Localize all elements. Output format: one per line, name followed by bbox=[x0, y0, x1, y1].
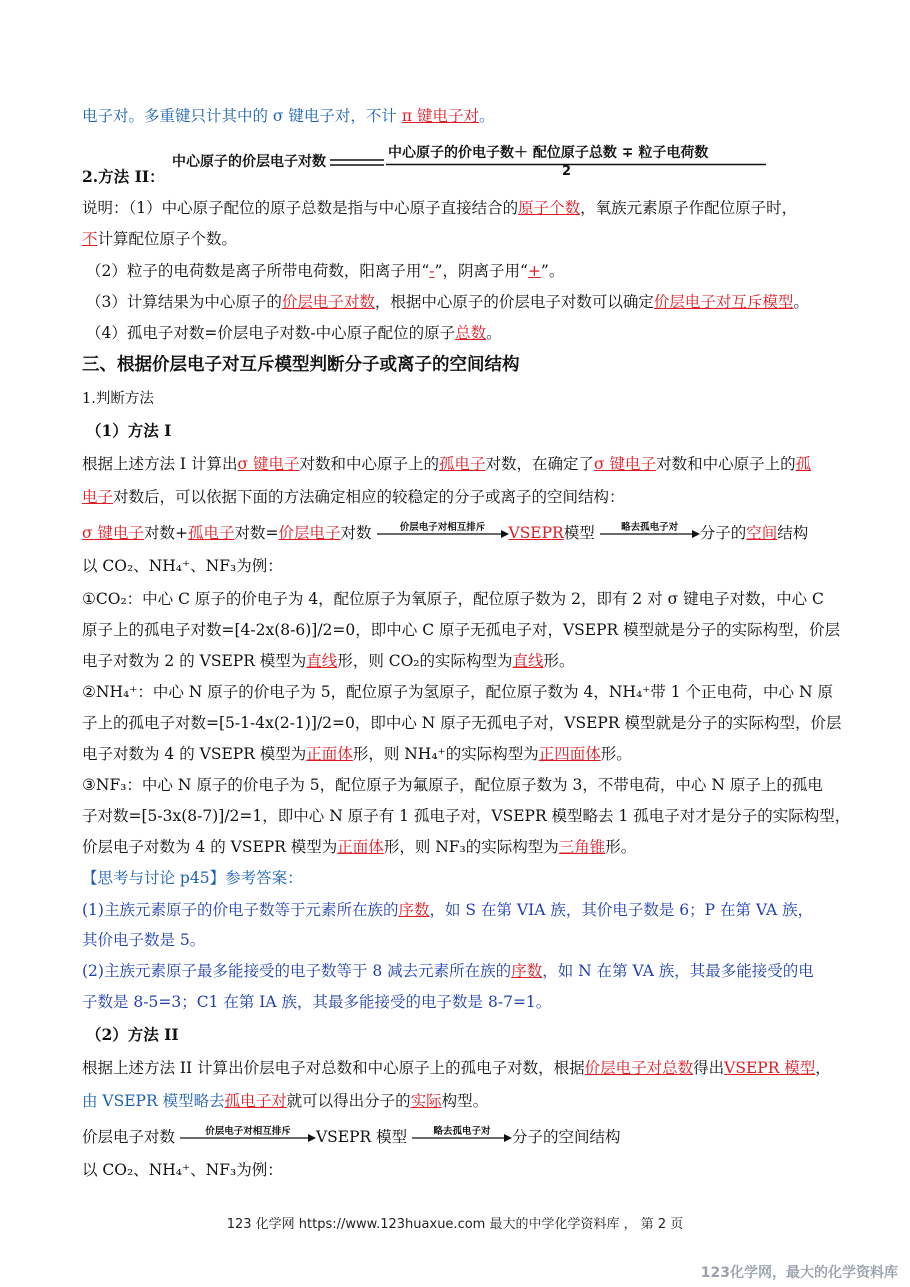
text: ，根据中心原子的价层电子对数可以确定 bbox=[374, 293, 654, 311]
watermark: 123化学网，最大的化学资料库 bbox=[700, 1265, 898, 1281]
answer-blank: 价层电子 bbox=[278, 524, 341, 542]
answer-blank: 序数 bbox=[511, 962, 543, 980]
flow-arrow bbox=[377, 522, 509, 539]
text: 形。 bbox=[600, 745, 632, 763]
text: 分子的 bbox=[699, 524, 747, 542]
method-1-para bbox=[82, 453, 811, 475]
text: 形，则 NF₃的实际构型为 bbox=[383, 838, 559, 856]
text: 计算配位原子个数。 bbox=[97, 230, 238, 248]
text: 根据上述方法 I 计算出 bbox=[82, 455, 238, 473]
nf3-line-1: ③NF₃：中心 N 原子的价电子为 5，配位原子为氟原子，配位原子数为 3，不带电荷，中心 N 原子上的孤电 bbox=[82, 776, 823, 794]
think-1 bbox=[82, 899, 813, 921]
flow-1 bbox=[82, 522, 808, 544]
subheading: 1.判断方法 bbox=[82, 391, 154, 407]
co2-line-3 bbox=[82, 650, 575, 672]
answer-blank: 价层电子对数 bbox=[281, 293, 375, 311]
answer-blank: 总数 bbox=[455, 324, 487, 342]
answer-blank: 序数 bbox=[398, 901, 430, 919]
section-heading: 三、根据价层电子对互斥模型判断分子或离子的空间结构 bbox=[82, 355, 520, 375]
answer-blank: 三角锥 bbox=[558, 838, 606, 856]
answer-blank: π 键电子对 bbox=[401, 107, 479, 125]
text: （2）粒子的电荷数是离子所带电荷数，阳离子用“ bbox=[86, 262, 430, 280]
intro-line bbox=[82, 105, 495, 127]
nh4-line-3 bbox=[82, 743, 632, 765]
answer-blank: 电子 bbox=[82, 488, 114, 506]
answer-blank: + bbox=[527, 262, 541, 280]
method-2-para-cont bbox=[82, 1090, 488, 1112]
text: 构型。 bbox=[441, 1092, 489, 1110]
answer-blank: 孤电子 bbox=[188, 524, 235, 542]
think-1-cont: 其价电子数是 5。 bbox=[82, 931, 206, 949]
method-2-title: （2）方法 II bbox=[86, 1025, 179, 1044]
nf3-line-3 bbox=[82, 836, 636, 858]
text: 对数 bbox=[340, 524, 372, 542]
arrow-label: 价层电子对相互排斥 bbox=[399, 522, 486, 533]
equals-sign bbox=[328, 158, 386, 168]
text: 结构 bbox=[777, 524, 809, 542]
text: （3）计算结果为中心原子的 bbox=[86, 293, 282, 311]
method-1-para-cont bbox=[82, 486, 625, 508]
text: 对数和中心原子上的 bbox=[299, 455, 440, 473]
text: (1)主族元素原子的价电子数等于元素所在族的 bbox=[82, 901, 399, 919]
text: 形，则 NH₄⁺的实际构型为 bbox=[352, 745, 539, 763]
text: 根据上述方法 II 计算出价层电子对总数和中心原子上的孤电子对数，根据 bbox=[82, 1059, 585, 1077]
page-footer: 123 化学网 https://www.123huaxue.com 最大的中学化学资料库 ， 第 2 页 bbox=[226, 1217, 684, 1232]
answer-blank: 空间 bbox=[746, 524, 778, 542]
answer-blank: 孤 bbox=[795, 455, 812, 473]
answer-blank: 孤电子对 bbox=[224, 1092, 287, 1110]
answer-blank: 价层电子对总数 bbox=[584, 1059, 694, 1077]
text: 对数= bbox=[234, 524, 279, 542]
nf3-line-2: 子对数=[5-3x(8-7)]/2=1，即中心 N 原子有 1 孤电子对，VSEPR 模型略去 1 孤电子对才是分子的实际构型， bbox=[82, 807, 851, 825]
text: ，氧族元素原子作配位原子时， bbox=[580, 199, 798, 217]
arrow-label: 略去孤电子对 bbox=[433, 1126, 491, 1137]
think-heading: 【思考与讨论 p45】参考答案： bbox=[82, 869, 303, 887]
text: 电子对数为 4 的 VSEPR 模型为 bbox=[82, 745, 307, 763]
note-1 bbox=[82, 197, 797, 219]
text: 电子对。多重键只计其中的 σ 键电子对，不计 bbox=[82, 107, 402, 125]
think-2 bbox=[82, 960, 814, 982]
fraction-bar bbox=[386, 163, 766, 166]
text: (2)主族元素原子最多能接受的电子数等于 8 减去元素所在族的 bbox=[82, 962, 512, 980]
text: 形。 bbox=[543, 652, 575, 670]
answer-blank: 原子个数 bbox=[518, 199, 581, 217]
arrow-label: 略去孤电子对 bbox=[621, 522, 679, 533]
method-1-title: （1）方法 I bbox=[86, 421, 172, 440]
arrow-label: 价层电子对相互排斥 bbox=[205, 1126, 291, 1137]
nh4-line-1: ②NH₄⁺：中心 N 原子的价电子为 5，配位原子为氢原子，配位原子数为 4，NH₄⁺带 1 个正电荷，中心 N 原 bbox=[82, 683, 833, 701]
example-line: 以 CO₂、NH₄⁺、NF₃为例： bbox=[82, 557, 283, 575]
nh4-line-2: 子上的孤电子对数=[5-1-4x(2-1)]/2=0，即中心 N 原子无孤电子对，VSEPR 模型就是分子的实际构型，价层 bbox=[82, 714, 842, 732]
answer-blank: VSEPR bbox=[508, 524, 564, 542]
formula-numerator: 中心原子的价电子数＋ 配位原子总数 ∓ 粒子电荷数 bbox=[388, 145, 709, 161]
flow-arrow bbox=[180, 1126, 316, 1143]
think-2-cont: 子数是 8-5=3；C1 在第 IA 族，其最多能接受的电子数是 8-7=1。 bbox=[82, 993, 552, 1011]
flow-2 bbox=[82, 1126, 621, 1148]
text: 价层电子对数 bbox=[82, 1128, 176, 1146]
flow-arrow bbox=[600, 522, 700, 539]
co2-line-2: 原子上的孤电子对数=[4-2x(8-6)]/2=0，即中心 C 原子无孤电子对，VSEPR 模型就是分子的实际构型，价层 bbox=[82, 621, 841, 639]
text: 对数，在确定了 bbox=[485, 455, 595, 473]
note-3 bbox=[86, 291, 809, 313]
text: 。 bbox=[486, 324, 502, 342]
flow-arrow bbox=[412, 1126, 512, 1143]
answer-blank: - bbox=[429, 262, 435, 280]
answer-blank: σ 键电子 bbox=[237, 455, 300, 473]
note-4 bbox=[86, 322, 502, 344]
text: ”，阴离子用“ bbox=[434, 262, 528, 280]
formula-lhs: 中心原子的价层电子对数 bbox=[172, 154, 326, 170]
answer-blank: 正面体 bbox=[306, 745, 353, 763]
text: ，如 N 在第 VA 族，其最多能接受的电 bbox=[542, 962, 814, 980]
text: 说明：（1）中心原子配位的原子总数是指与中心原子直接结合的 bbox=[82, 199, 519, 217]
answer-blank: σ 键电子 bbox=[82, 524, 145, 542]
method-2-para bbox=[82, 1057, 831, 1079]
method-2-label: 2.方法 II： bbox=[82, 167, 165, 186]
text: 对数+ bbox=[144, 524, 189, 542]
example-line-2: 以 CO₂、NH₄⁺、NF₃为例： bbox=[82, 1161, 283, 1179]
text: ，如 S 在第 VIA 族，其价电子数是 6；P 在第 VA 族， bbox=[429, 901, 814, 919]
text: ， bbox=[815, 1059, 831, 1077]
answer-blank: 价层电子对互斥模型 bbox=[653, 293, 794, 311]
text: 电子对数为 2 的 VSEPR 模型为 bbox=[82, 652, 307, 670]
text: （4）孤电子对数=价层电子对数-中心原子配位的原子 bbox=[86, 324, 456, 342]
note-1-cont bbox=[82, 228, 237, 250]
text: 价层电子对数为 4 的 VSEPR 模型为 bbox=[82, 838, 338, 856]
formula-denominator: 2 bbox=[562, 164, 572, 179]
text: 形，则 CO₂的实际构型为 bbox=[337, 652, 513, 670]
note-2 bbox=[86, 260, 564, 282]
text: 对数后，可以依据下面的方法确定相应的较稳定的分子或离子的空间结构： bbox=[113, 488, 625, 506]
answer-blank: 直线 bbox=[306, 652, 338, 670]
answer-blank: 直线 bbox=[512, 652, 544, 670]
text: ”。 bbox=[540, 262, 565, 280]
answer-blank: σ 键电子 bbox=[594, 455, 657, 473]
co2-line-1: ①CO₂：中心 C 原子的价电子为 4，配位原子为氧原子，配位原子数为 2，即有 2 对 σ 键电子对数，中心 C bbox=[82, 590, 824, 608]
text: 得出 bbox=[693, 1059, 725, 1077]
text: 由 VSEPR 模型略去 bbox=[82, 1092, 225, 1110]
text: 对数和中心原子上的 bbox=[656, 455, 796, 473]
answer-blank: 正四面体 bbox=[538, 745, 601, 763]
answer-blank: 不 bbox=[82, 230, 98, 248]
text: VSEPR 模型 bbox=[315, 1128, 408, 1146]
text: 分子的空间结构 bbox=[512, 1128, 621, 1146]
text: 形。 bbox=[605, 838, 637, 856]
answer-blank: 孤电子 bbox=[439, 455, 486, 473]
answer-blank: VSEPR 模型 bbox=[724, 1059, 816, 1077]
text: 。 bbox=[793, 293, 809, 311]
answer-blank: 实际 bbox=[410, 1092, 442, 1110]
text: 就可以得出分子的 bbox=[286, 1092, 411, 1110]
text: 模型 bbox=[563, 524, 595, 542]
answer-blank: 正面体 bbox=[337, 838, 384, 856]
text: 。 bbox=[479, 107, 495, 125]
